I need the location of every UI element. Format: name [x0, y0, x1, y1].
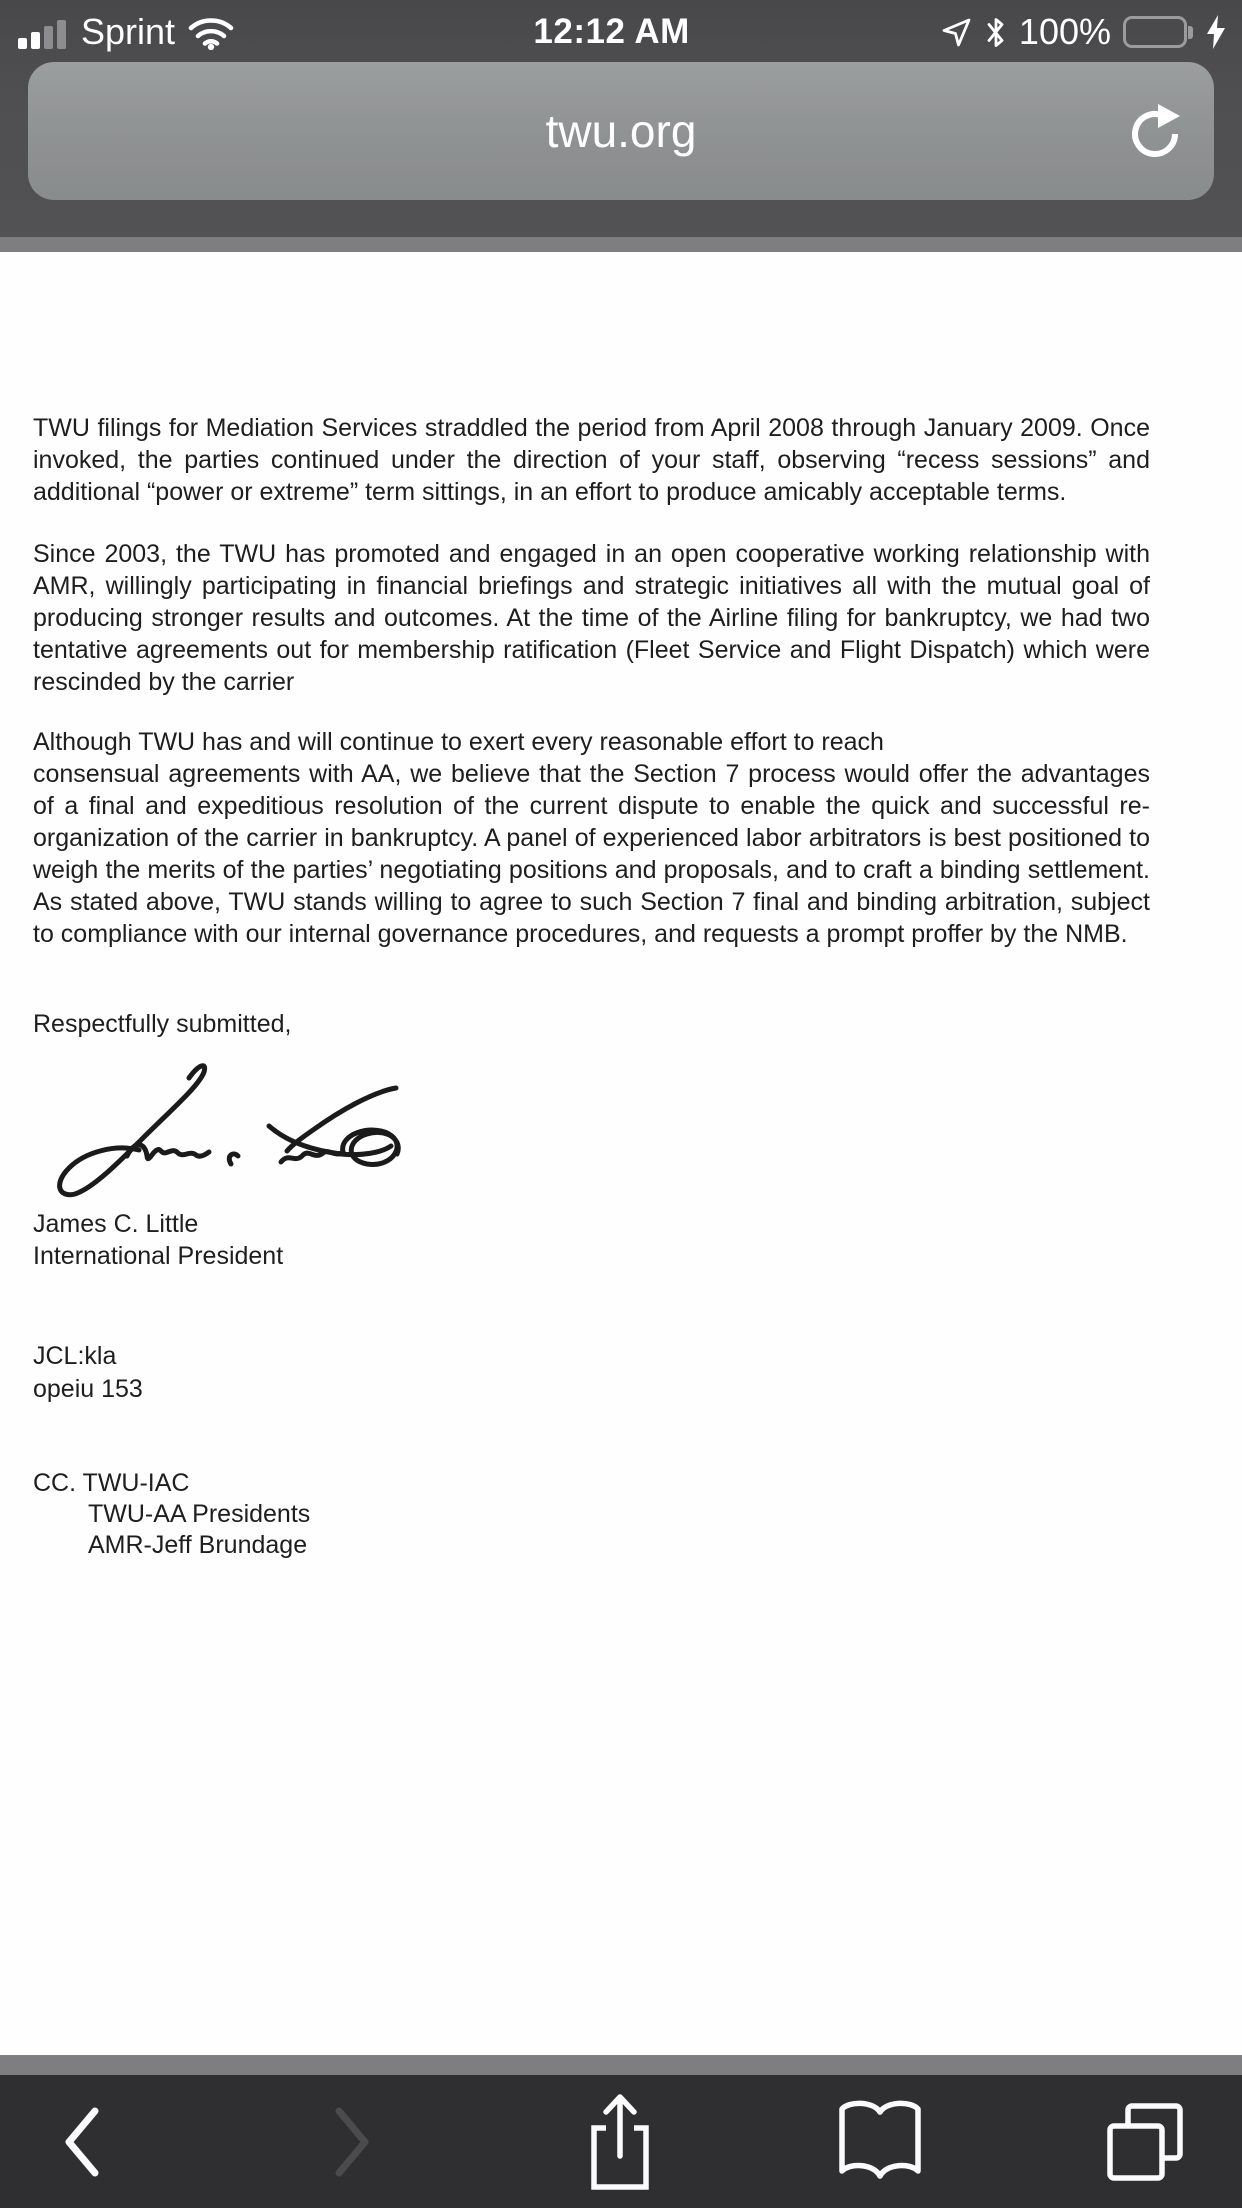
bookmarks-book-icon: [830, 2096, 930, 2188]
wifi-icon: [188, 15, 234, 50]
document-page: [0, 252, 1242, 2055]
battery-percent-label: 100%: [1018, 11, 1111, 52]
reload-button[interactable]: [1122, 98, 1188, 164]
battery-icon: [1123, 16, 1193, 48]
forward-button[interactable]: [292, 2075, 412, 2208]
reference-initials: JCL:kla: [33, 1342, 117, 1370]
bookmarks-button[interactable]: [820, 2075, 940, 2208]
signature-ink-icon: [41, 1056, 421, 1206]
back-button[interactable]: [22, 2075, 142, 2208]
share-button[interactable]: [560, 2075, 680, 2208]
page-background-strip-bottom: [0, 2055, 1242, 2075]
tabs-button[interactable]: [1084, 2075, 1204, 2208]
reference-union: opeiu 153: [33, 1375, 143, 1403]
location-arrow-icon: [940, 16, 973, 49]
signer-name: James C. Little: [33, 1210, 199, 1238]
signature-block: [33, 1208, 1150, 1272]
handwritten-signature: [41, 1056, 1150, 1208]
reload-icon: [1122, 98, 1188, 164]
safari-toolbar: [0, 2075, 1242, 2208]
bluetooth-icon: [985, 15, 1007, 50]
safari-header: [0, 0, 1242, 237]
reference-block: [33, 1340, 1150, 1406]
status-right-group: [940, 10, 1226, 54]
carrier-label: Sprint: [81, 11, 176, 52]
status-left-group: [18, 10, 234, 54]
closing-line: Respectfully submitted,: [33, 1010, 292, 1038]
cc-line-3: AMR-Jeff Brundage: [88, 1531, 308, 1559]
cc-line-2: TWU-AA Presidents: [88, 1500, 311, 1528]
charging-bolt-icon: [1205, 15, 1226, 49]
share-icon: [578, 2090, 662, 2194]
url-field[interactable]: [28, 62, 1214, 200]
cc-line-1: CC. TWU-IAC: [33, 1469, 190, 1497]
page-background-strip-top: [0, 237, 1242, 252]
back-chevron-icon: [61, 2106, 103, 2178]
signer-title: International President: [33, 1242, 284, 1270]
cc-block: [33, 1468, 1150, 1561]
signal-strength-icon: [18, 15, 68, 50]
paragraph-mediation: TWU filings for Mediation Services straddled the period from April 2008 through January 2009. Once invoked, the parties continued under the direction of your staff, observing “recess sessions” and additional “power or extreme” term sittings, in an effort to produce amicably acceptable terms.: [33, 414, 1150, 506]
forward-chevron-icon: [331, 2106, 373, 2178]
paragraph-since-2003: Since 2003, the TWU has promoted and engaged in an open cooperative working relationship with AMR, willingly participating in financial briefings and strategic initiatives all with the mutual goal of producing stronger results and outcomes. At the time of the Airline filing for bankruptcy, we had two tentative agreements out for membership ratification (Fleet Service and Flight Dispatch) which were rescinded by the carrier: [33, 540, 1150, 696]
paragraph-although-rest: consensual agreements with AA, we believe that the Section 7 process would offer the advantages of a final and expeditious resolution of the current dispute to enable the quick and successful re-organization of the carrier in bankruptcy. A panel of experienced labor arbitrators is best positioned to weigh the merits of the parties’ negotiating positions and proposals, and to craft a binding settlement. As stated above, TWU stands willing to agree to such Section 7 final and binding arbitration, subject to compliance with our internal governance procedures, and requests a prompt proffer by the NMB.: [33, 760, 1150, 948]
status-bar: [0, 10, 1242, 54]
paragraph-although-line1: Although TWU has and will continue to exert every reasonable effort to reach: [33, 728, 884, 756]
tabs-icon: [1098, 2096, 1190, 2188]
url-text: twu.org: [545, 105, 697, 157]
clock: 12:12 AM: [533, 12, 690, 51]
